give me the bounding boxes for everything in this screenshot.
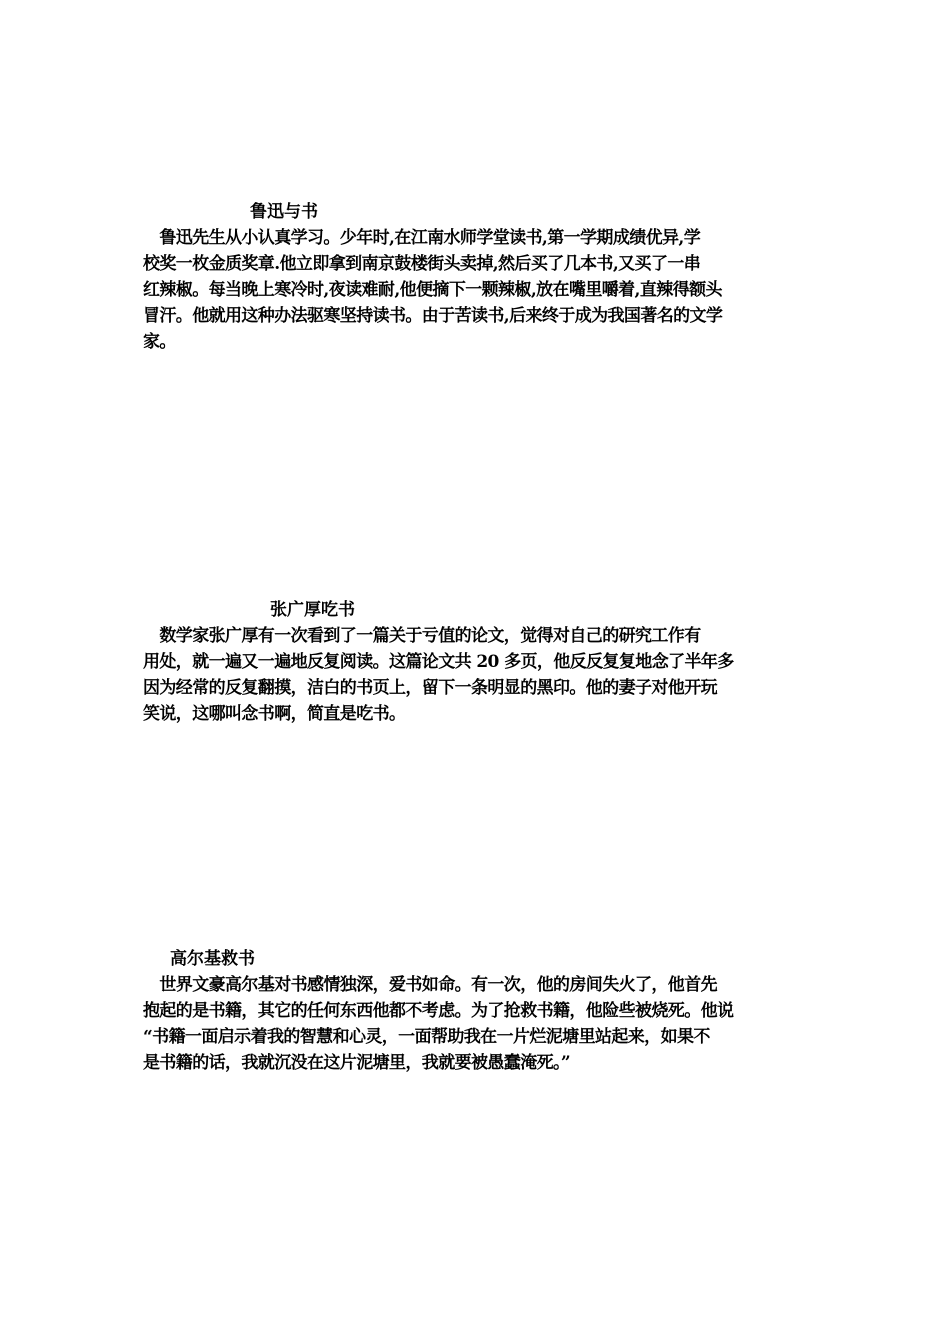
story-title: 鲁迅与书 bbox=[250, 202, 318, 222]
story-line: 家。 bbox=[143, 332, 176, 352]
story-body bbox=[143, 623, 813, 727]
story-line: 是书籍的话，我就沉没在这片泥塘里，我就要被愚蠢淹死。” bbox=[143, 1053, 571, 1073]
story-line: 抱起的是书籍，其它的任何东西他都不考虑。为了抢救书籍，他险些被烧死。他说 bbox=[143, 1001, 734, 1021]
story-line: 世界文豪高尔基对书感情独深，爱书如命。有一次，他的房间失火了，他首先 bbox=[143, 975, 717, 995]
story-line: 冒汗。他就用这种办法驱寒坚持读书。由于苦读书,后来终于成为我国著名的文学 bbox=[143, 306, 723, 326]
story-body bbox=[143, 972, 813, 1076]
story-zhang-guanghou bbox=[143, 597, 813, 727]
story-title: 高尔基救书 bbox=[170, 949, 255, 969]
story-line: 数学家张广厚有一次看到了一篇关于亏值的论文，觉得对自己的研究工作有 bbox=[143, 626, 701, 646]
story-body bbox=[143, 225, 813, 355]
story-line: 用处，就一遍又一遍地反复阅读。这篇论文共 20 多页，他反反复复地念了半年多 bbox=[143, 652, 734, 672]
story-title: 张广厚吃书 bbox=[270, 600, 355, 620]
story-line: 笑说，这哪叫念书啊，简直是吃书。 bbox=[143, 704, 406, 724]
story-gorky bbox=[143, 946, 813, 1076]
story-line: “书籍一面启示着我的智慧和心灵，一面帮助我在一片烂泥塘里站起来，如果不 bbox=[143, 1027, 710, 1047]
story-lu-xun bbox=[143, 199, 813, 355]
story-line: 校奖一枚金质奖章.他立即拿到南京鼓楼街头卖掉,然后买了几本书,又买了一串 bbox=[143, 254, 701, 274]
story-line: 鲁迅先生从小认真学习。少年时,在江南水师学堂读书,第一学期成绩优异,学 bbox=[143, 228, 701, 248]
story-line: 因为经常的反复翻摸，洁白的书页上，留下一条明显的黑印。他的妻子对他开玩 bbox=[143, 678, 717, 698]
story-line: 红辣椒。每当晚上寒冷时,夜读难耐,他便摘下一颗辣椒,放在嘴里嚼着,直辣得额头 bbox=[143, 280, 722, 300]
